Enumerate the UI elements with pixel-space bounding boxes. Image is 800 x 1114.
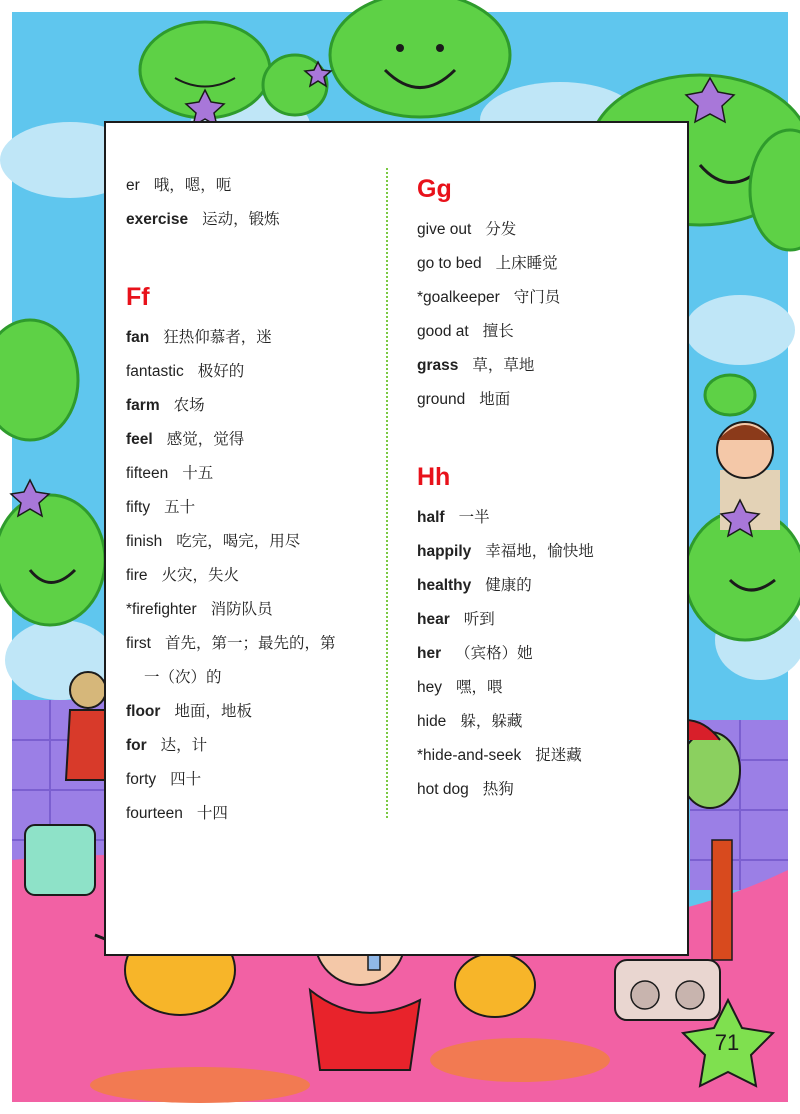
- entry-meaning: 捉迷藏: [535, 746, 582, 764]
- entry-meaning: 地面，地板: [174, 702, 252, 720]
- entry-word: fifty: [126, 499, 151, 516]
- entry-meaning: 狂热仰慕者，迷: [163, 328, 272, 346]
- vocab-entry: [126, 628, 376, 662]
- entry-word: fire: [126, 567, 148, 584]
- entry-meaning: 达，计: [160, 736, 208, 754]
- vocab-entry: [417, 774, 677, 808]
- entry-word: hot dog: [417, 781, 469, 798]
- vocab-entry: [417, 316, 677, 350]
- vocab-entry: [126, 170, 376, 204]
- entry-word: exercise: [126, 211, 189, 228]
- vocab-entry: [417, 638, 677, 672]
- right-column: [417, 170, 677, 808]
- entry-meaning: 一半: [458, 508, 490, 526]
- page-number: 71: [714, 1030, 740, 1055]
- vocab-entry: [126, 424, 376, 458]
- entry-word: finish: [126, 533, 163, 550]
- left-column: [126, 170, 376, 832]
- entry-word: happily: [417, 543, 472, 560]
- vocab-entry: [417, 536, 677, 570]
- vocab-entry: [126, 662, 376, 696]
- entry-meaning: 消防队员: [210, 600, 273, 618]
- entry-word: her: [417, 645, 442, 662]
- vocab-entry: [126, 458, 376, 492]
- entry-word: go to bed: [417, 255, 482, 272]
- entry-word: first: [126, 635, 151, 652]
- vocab-entry: [126, 560, 376, 594]
- vocab-entry: [126, 594, 376, 628]
- entry-word: healthy: [417, 577, 472, 594]
- floor-shadow: [90, 1067, 310, 1103]
- entry-word: er: [126, 177, 140, 194]
- vocab-entry: [417, 570, 677, 604]
- vocab-entry: [417, 248, 677, 282]
- entry-word: for: [126, 737, 147, 754]
- entry-word: hear: [417, 611, 450, 628]
- balloon-face-left-lower: [0, 495, 105, 625]
- entry-meaning: 地面: [479, 390, 511, 408]
- entry-meaning: 四十: [170, 770, 202, 788]
- entry-word: *goalkeeper: [417, 289, 500, 306]
- vocab-entry: [126, 798, 376, 832]
- entry-word: feel: [126, 431, 153, 448]
- section-h-entries: [417, 502, 677, 808]
- entry-word: *firefighter: [126, 601, 197, 618]
- vocab-entry: [126, 696, 376, 730]
- entry-meaning: （宾格）她: [455, 644, 533, 662]
- entry-word: fifteen: [126, 465, 169, 482]
- entry-meaning: 十五: [182, 464, 214, 482]
- entry-word: good at: [417, 323, 469, 340]
- vocab-entry: [126, 492, 376, 526]
- column-divider: [386, 168, 388, 818]
- entry-meaning: 上床睡觉: [495, 254, 558, 272]
- entry-word: floor: [126, 703, 161, 720]
- entry-word: farm: [126, 397, 160, 414]
- entry-meaning: 运动，锻炼: [202, 210, 280, 228]
- entry-word: *hide-and-seek: [417, 747, 522, 764]
- entry-meaning: 五十: [164, 498, 196, 516]
- vocab-entry: [126, 764, 376, 798]
- entry-meaning: 分发: [485, 220, 517, 238]
- entry-word: give out: [417, 221, 472, 238]
- balloon-face-right-small: [705, 375, 755, 415]
- entry-meaning: 听到: [463, 610, 495, 628]
- entry-meaning: 幸福地，愉快地: [485, 542, 594, 560]
- entry-meaning: 吃完，喝完，用尽: [176, 532, 301, 550]
- vocab-entry: [417, 282, 677, 316]
- vocab-entry: [126, 390, 376, 424]
- entry-meaning: 热狗: [482, 780, 514, 798]
- vocab-entry: [126, 526, 376, 560]
- vocab-entry: [417, 672, 677, 706]
- entry-word: hey: [417, 679, 442, 696]
- entry-meaning: 哦，嗯，呃: [153, 176, 232, 194]
- entry-word: hide: [417, 713, 447, 730]
- entry-word: fan: [126, 329, 150, 346]
- entry-meaning: 首先，第一；最先的，第: [164, 634, 336, 652]
- entry-word: fantastic: [126, 363, 184, 380]
- vocab-entry: [417, 604, 677, 638]
- entry-word: half: [417, 509, 445, 526]
- balloon-face-center: [330, 0, 510, 117]
- entry-meaning: 草，草地: [472, 356, 535, 374]
- vocab-entry: [417, 740, 677, 774]
- section-letter-g: Gg: [417, 175, 452, 203]
- vocab-entry: [417, 350, 677, 384]
- vocab-entry: [417, 214, 677, 248]
- entry-meaning: 农场: [173, 396, 205, 414]
- entry-meaning: 擅长: [482, 322, 514, 340]
- vocab-entry: [126, 322, 376, 356]
- section-g-entries: [417, 214, 677, 418]
- entry-meaning: 健康的: [485, 576, 532, 594]
- section-f-entries: [126, 322, 376, 832]
- floor-shadow: [430, 1038, 610, 1082]
- vocab-entry: [126, 204, 376, 238]
- entry-meaning: 嘿，喂: [456, 678, 503, 696]
- section-letter-h: Hh: [417, 463, 451, 491]
- entry-meaning: 火灾，失火: [161, 566, 240, 584]
- vocab-entry: [417, 384, 677, 418]
- vocab-entry: [126, 730, 376, 764]
- entry-word: forty: [126, 771, 157, 788]
- entry-word: fourteen: [126, 805, 183, 822]
- entry-meaning: 躲，躲藏: [460, 712, 523, 730]
- entry-meaning: 十四: [196, 804, 228, 822]
- entry-meaning: 感觉，觉得: [166, 430, 245, 448]
- entry-meaning: 守门员: [513, 288, 561, 306]
- entry-word: ground: [417, 391, 466, 408]
- entry-word: grass: [417, 357, 459, 374]
- entry-meaning: 极好的: [197, 362, 245, 380]
- vocab-entry: [126, 356, 376, 390]
- vocab-entry: [417, 706, 677, 740]
- vocab-entry: [417, 502, 677, 536]
- entry-meaning: 一（次）的: [144, 668, 222, 686]
- section-letter-f: Ff: [126, 283, 150, 311]
